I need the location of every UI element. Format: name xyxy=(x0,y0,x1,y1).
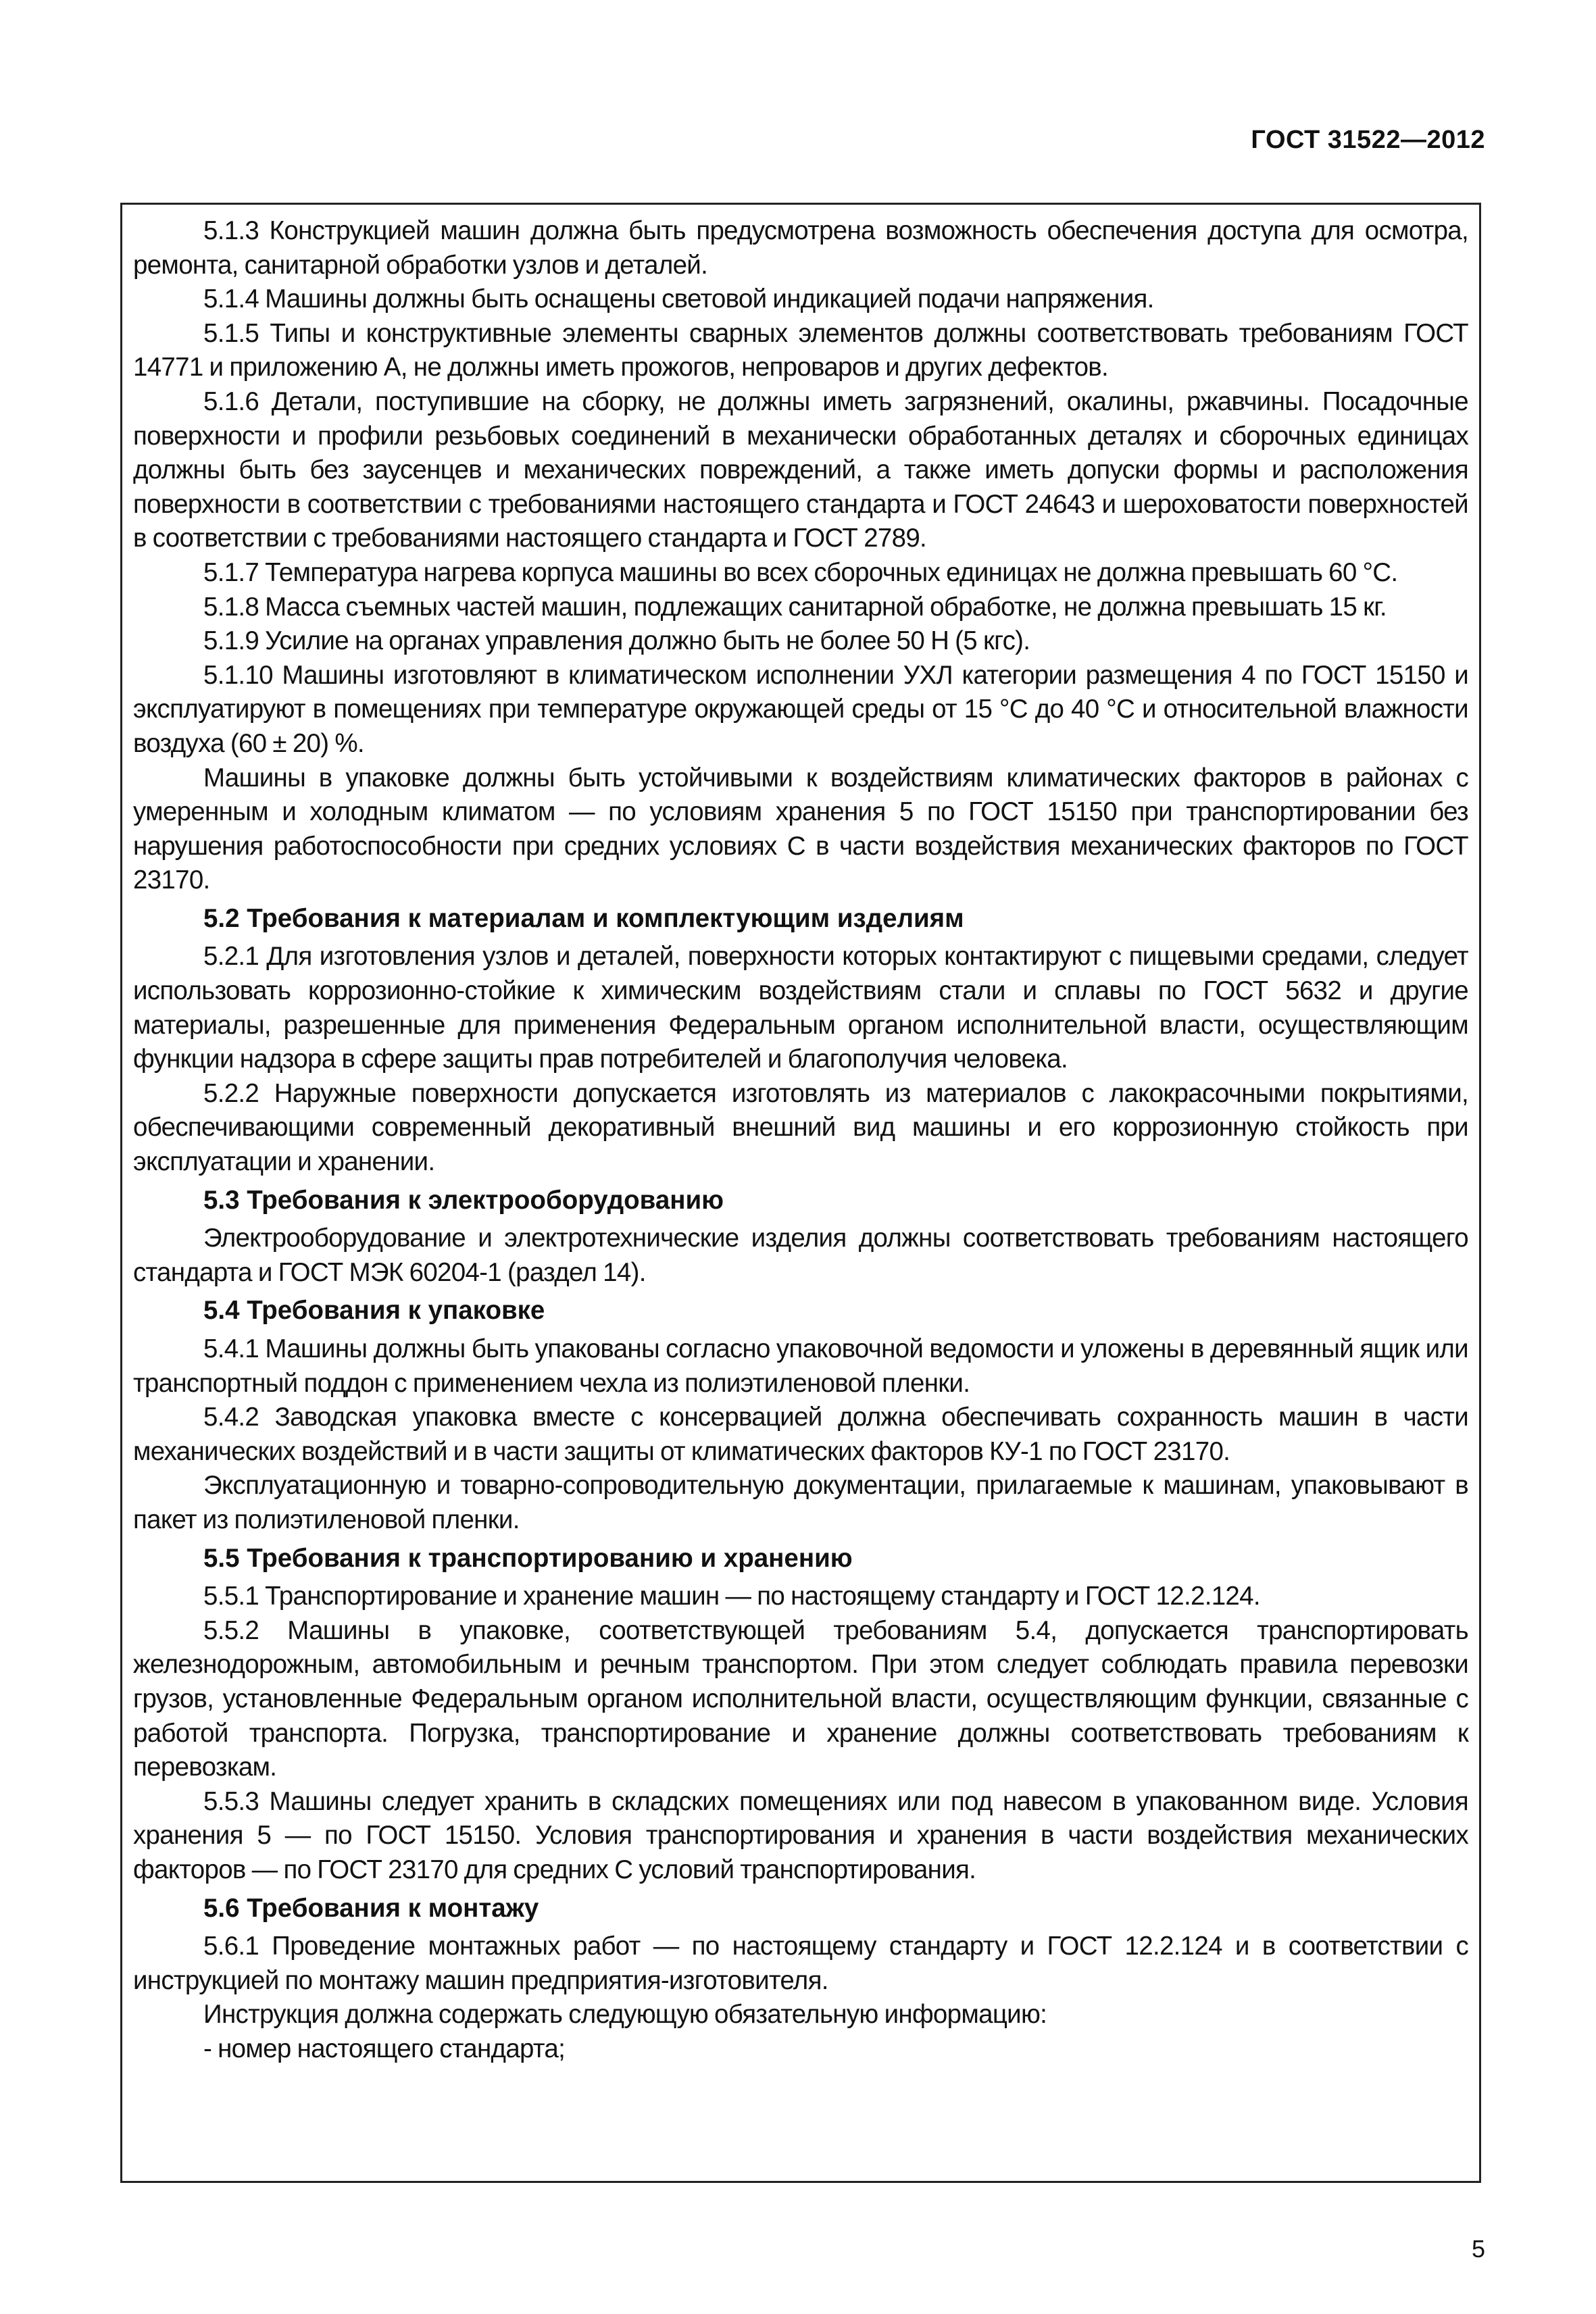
paragraph-5-1-9: 5.1.9 Усилие на органах управления должно быть не более 50 Н (5 кгс). xyxy=(203,626,1030,656)
section-heading-5-6: 5.6 Требования к монтажу xyxy=(203,1893,539,1923)
paragraph-5-1-3: 5.1.3 Конструкцией машин должна быть предусмотрена возможность обеспечения доступа для осмотра, ремонта, санитарной обработки узлов и деталей. xyxy=(133,216,1468,280)
paragraph-5-1-7: 5.1.7 Температура нагрева корпуса машины во всех сборочных единицах не должна превышать 60 °С. xyxy=(203,557,1398,587)
section-heading-5-2: 5.2 Требования к материалам и комплектующим изделиям xyxy=(203,903,964,933)
paragraph-5-5-3: 5.5.3 Машины следует хранить в складских помещениях или под навесом в упакованном виде. Условия хранения 5 — по ГОСТ 15150. Условия транспортирования и хранения в части воздействия механических факторов — по ГОСТ 23170 для средних С условий транспортирования. xyxy=(133,1786,1468,1884)
list-item-standard-number: - номер настоящего стандарта; xyxy=(203,2034,566,2063)
paragraph-5-2-2: 5.2.2 Наружные поверхности допускается изготовлять из материалов с лакокрасочными покрытиями, обеспечивающими современный декоративный внешний вид машины и его коррозионную стойкость при эксплуатации и хранении. xyxy=(133,1078,1468,1177)
document-code: ГОСТ 31522—2012 xyxy=(1251,126,1485,154)
section-heading-5-3: 5.3 Требования к электрооборудованию xyxy=(203,1185,724,1215)
paragraph-5-6-1: 5.6.1 Проведение монтажных работ — по настоящему стандарту и ГОСТ 12.2.124 и в соответствии с инструкцией по монтажу машин предприятия-изготовителя. xyxy=(133,1932,1468,1995)
paragraph-5-1-4: 5.1.4 Машины должны быть оснащены световой индикацией подачи напряжения. xyxy=(203,284,1154,314)
paragraph-5-5-1: 5.5.1 Транспортирование и хранение машин — по настоящему стандарту и ГОСТ 12.2.124. xyxy=(203,1582,1260,1611)
page-number: 5 xyxy=(1471,2235,1485,2263)
paragraph-electrical: Электрооборудование и электротехнические изделия должны соответствовать требованиям настоящего стандарта и ГОСТ МЭК 60204-1 (раздел 14). xyxy=(133,1224,1468,1287)
paragraph-5-1-8: 5.1.8 Масса съемных частей машин, подлежащих санитарной обработке, не должна превышать 15 кг. xyxy=(203,592,1387,622)
paragraph-5-5-2: 5.5.2 Машины в упаковке, соответствующей требованиям 5.4, допускается транспортировать железнодорожным, автомобильным и речным транспортом. При этом следует соблюдать правила перевозки грузов, установленные Федеральным органом исполнительной власти, осуществляющим функции, связанные с работой транспорта. Погрузка, транспортирование и хранение должны соответствовать требованиям к перевозкам. xyxy=(133,1615,1468,1782)
paragraph-instruction: Инструкция должна содержать следующую обязательную информацию: xyxy=(203,2000,1047,2030)
paragraph-5-1-5: 5.1.5 Типы и конструктивные элементы сварных элементов должны соответствовать требованиям ГОСТ 14771 и приложению А, не должны иметь прожогов, непроваров и других дефектов. xyxy=(133,318,1468,382)
paragraph-5-4-1: 5.4.1 Машины должны быть упакованы согласно упаковочной ведомости и уложены в деревянный ящик или транспортный поддон с применением чехла из полиэтиленовой пленки. xyxy=(133,1334,1468,1398)
paragraph-5-1-10: 5.1.10 Машины изготовляют в климатическом исполнении УХЛ категории размещения 4 по ГОСТ 15150 и эксплуатируют в помещениях при температуре окружающей среды от 15 °С до 40 °С и относительной влажности воздуха (60 ± 20) %. xyxy=(133,660,1468,758)
section-heading-5-4: 5.4 Требования к упаковке xyxy=(203,1296,545,1326)
section-heading-5-5: 5.5 Требования к транспортированию и хранению xyxy=(203,1543,853,1573)
paragraph-5-4-2: 5.4.2 Заводская упаковка вместе с консервацией должна обеспечивать сохранность машин в части механических воздействий и в части защиты от климатических факторов КУ-1 по ГОСТ 23170. xyxy=(133,1403,1468,1466)
page-content-frame xyxy=(120,203,1481,2183)
paragraph-5-1-6: 5.1.6 Детали, поступившие на сборку, не должны иметь загрязнений, окалины, ржавчины. Посадочные поверхности и профили резьбовых соединений в механически обработанных деталях и сборочных единицах должны быть без заусенцев и механических повреждений, а также иметь допуски формы и расположения поверхности в соответствии с требованиями настоящего стандарта и ГОСТ 24643 и шероховатости поверхностей в соответствии с требованиями настоящего стандарта и ГОСТ 2789. xyxy=(133,386,1468,553)
paragraph-5-2-1: 5.2.1 Для изготовления узлов и деталей, поверхности которых контактируют с пищевыми средами, следует использовать коррозионно-стойкие к химическим воздействиям стали и сплавы по ГОСТ 5632 и другие материалы, разрешенные для применения Федеральным органом исполнительной власти, осуществляющим функции надзора в сфере защиты прав потребителей и благополучия человека. xyxy=(133,942,1468,1074)
paragraph-documentation: Эксплуатационную и товарно-сопроводительную документации, прилагаемые к машинам, упаковывают в пакет из полиэтиленовой пленки. xyxy=(133,1471,1468,1534)
paragraph-climate-packaging: Машины в упаковке должны быть устойчивыми к воздействиям климатических факторов в районах с умеренным и холодным климатом — по условиям хранения 5 по ГОСТ 15150 при транспортировании без нарушения работоспособности при средних условиях С в части воздействия механических факторов по ГОСТ 23170. xyxy=(133,763,1468,895)
